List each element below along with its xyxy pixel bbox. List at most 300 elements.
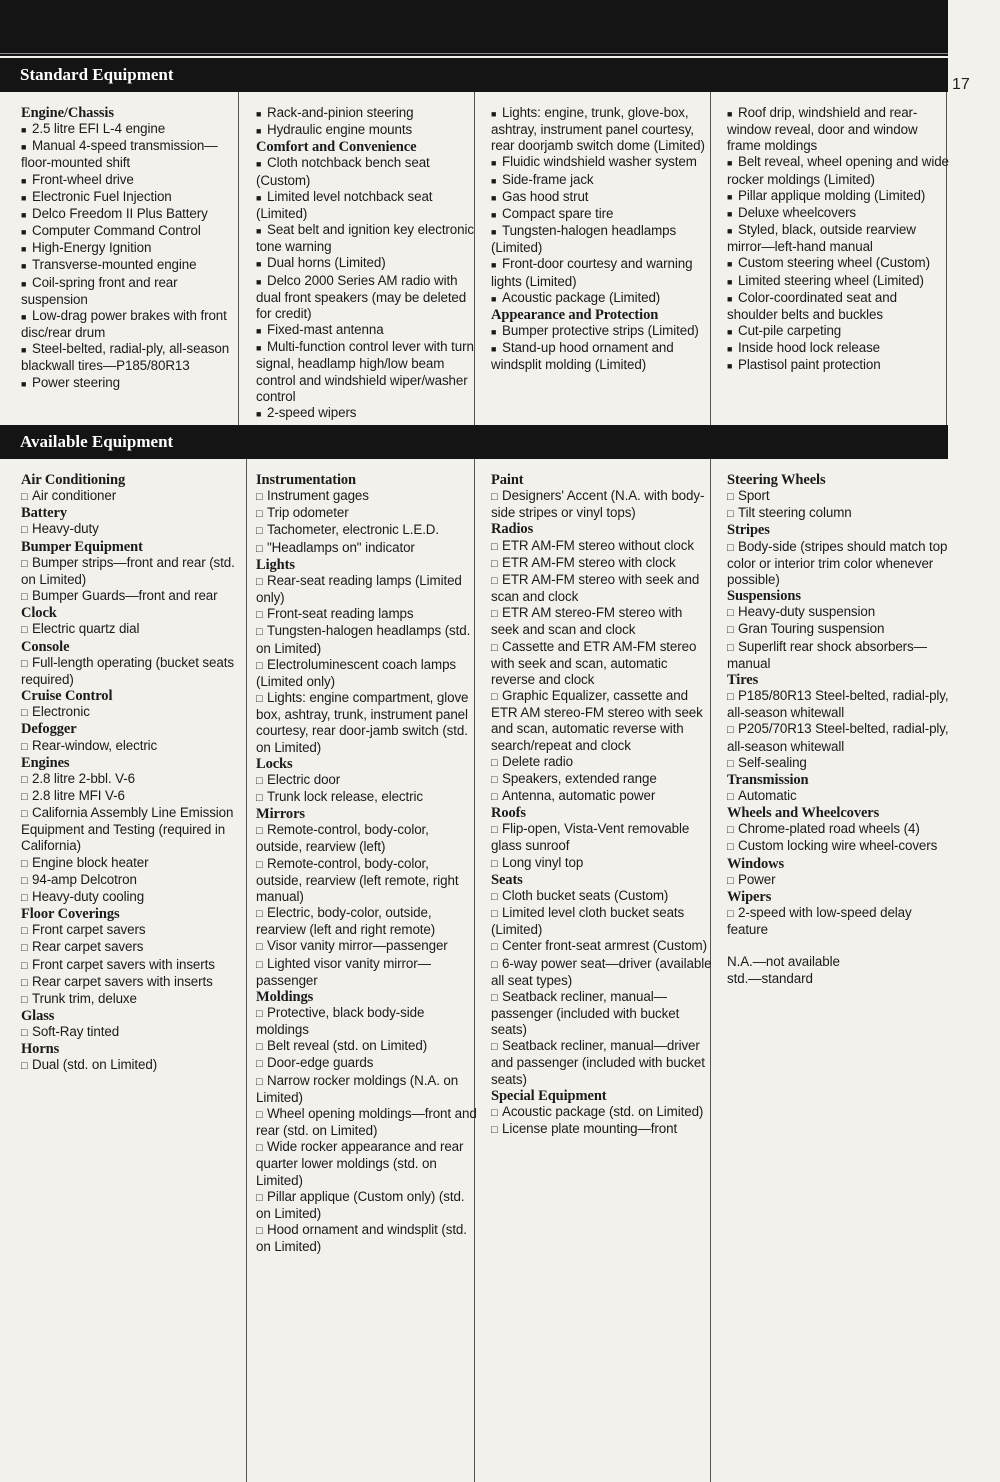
empty-square-checkbox-icon: □ (491, 1041, 498, 1054)
standard-item (727, 323, 949, 340)
item-text: Delete radio (502, 753, 574, 769)
empty-square-checkbox-icon: □ (491, 773, 498, 786)
empty-square-checkbox-icon: □ (491, 941, 498, 954)
standard-item (256, 122, 478, 139)
optional-item (21, 738, 243, 755)
optional-item (727, 621, 949, 638)
item-text: Power steering (32, 374, 120, 390)
category-heading: Seats (491, 871, 523, 888)
filled-square-bullet-icon: ■ (21, 378, 27, 389)
category-heading: Engines (21, 754, 70, 771)
standard-item (491, 105, 713, 154)
item-text: Pillar applique molding (Limited) (738, 187, 926, 203)
item-text: Visor vanity mirror—passenger (267, 938, 448, 954)
category-heading: Instrumentation (256, 472, 357, 488)
optional-item (21, 805, 243, 854)
item-text: ETR AM-FM stereo with clock (502, 554, 676, 570)
category-heading: Radios (491, 521, 534, 538)
item-text: Rear carpet savers (32, 939, 144, 955)
empty-square-checkbox-icon: □ (21, 591, 28, 604)
optional-item (256, 822, 478, 855)
standard-item (727, 357, 949, 374)
optional-item (21, 788, 243, 805)
empty-square-checkbox-icon: □ (256, 609, 263, 622)
empty-square-checkbox-icon: □ (727, 491, 734, 504)
item-text: Acoustic package (std. on Limited) (502, 1103, 704, 1119)
item-text: Electric quartz dial (32, 621, 140, 637)
item-text: Steel-belted, radial-ply, all-season blackwall tires—P185/80R13 (21, 341, 230, 374)
available-column-4 (727, 472, 949, 987)
filled-square-bullet-icon: ■ (21, 244, 27, 255)
item-text: Custom steering wheel (Custom) (738, 255, 930, 271)
standard-item (256, 255, 478, 272)
empty-square-checkbox-icon: □ (21, 624, 28, 637)
item-text: Tungsten-halogen headlamps (std. on Limited) (256, 623, 471, 656)
item-text: Self-sealing (738, 754, 807, 770)
standard-item (256, 339, 478, 405)
standard-item (21, 189, 243, 206)
empty-square-checkbox-icon: □ (21, 790, 28, 803)
empty-square-checkbox-icon: □ (21, 707, 28, 720)
filled-square-bullet-icon: ■ (727, 259, 733, 270)
empty-square-checkbox-icon: □ (256, 958, 263, 971)
item-text: Narrow rocker moldings (N.A. on Limited) (256, 1072, 459, 1105)
item-text: Roof drip, windshield and rear-window reveal, door and window frame moldings (727, 105, 918, 154)
optional-item (256, 573, 478, 606)
filled-square-bullet-icon: ■ (727, 361, 733, 372)
item-text: Antenna, automatic power (502, 787, 656, 803)
standard-item (491, 154, 713, 171)
standard-item (491, 323, 713, 340)
item-text: Multi-function control lever with turn signal, headlamp high/low beam control and windshield wiper/washer control (256, 339, 474, 404)
filled-square-bullet-icon: ■ (21, 311, 27, 322)
filled-square-bullet-icon: ■ (491, 344, 497, 355)
item-text: Tungsten-halogen headlamps (Limited) (491, 223, 677, 256)
item-text: Electroluminescent coach lamps (Limited only) (256, 656, 457, 689)
standard-item (256, 405, 478, 422)
item-text: Delco Freedom II Plus Battery (32, 205, 208, 221)
optional-item (491, 605, 713, 638)
item-text: Superlift rear shock absorbers—manual (727, 638, 927, 671)
standard-item (21, 308, 243, 341)
standard-item (491, 189, 713, 206)
filled-square-bullet-icon: ■ (21, 142, 27, 153)
optional-item (727, 872, 949, 889)
filled-square-bullet-icon: ■ (727, 226, 733, 237)
empty-square-checkbox-icon: □ (256, 791, 263, 804)
optional-item (21, 771, 243, 788)
optional-item (491, 639, 713, 688)
item-text: Full-length operating (bucket seats required) (21, 654, 234, 687)
optional-item (21, 1057, 243, 1074)
category-heading: Cruise Control (21, 688, 113, 705)
item-text: Limited level notchback seat (Limited) (256, 188, 433, 221)
category-heading: Mirrors (256, 806, 305, 823)
filled-square-bullet-icon: ■ (727, 208, 733, 219)
category-heading: Tires (727, 671, 759, 688)
item-text: Styled, black, outside rearview mirror—left-hand manual (727, 222, 916, 255)
optional-item (256, 522, 478, 539)
standard-equipment-header (0, 58, 948, 92)
item-text: Dual (std. on Limited) (32, 1057, 158, 1073)
empty-square-checkbox-icon: □ (491, 1124, 498, 1137)
item-text: Pillar applique (Custom only) (std. on Limited) (256, 1188, 465, 1221)
item-text: Seatback recliner, manual—passenger (included with bucket seats) (491, 988, 680, 1038)
empty-square-checkbox-icon: □ (21, 557, 28, 570)
empty-square-checkbox-icon: □ (491, 691, 498, 704)
optional-item (256, 623, 478, 656)
item-text: Bumper Guards—front and rear (32, 588, 218, 604)
item-text: Dual horns (Limited) (267, 255, 386, 271)
empty-square-checkbox-icon: □ (256, 659, 263, 672)
empty-square-checkbox-icon: □ (21, 808, 28, 821)
empty-square-checkbox-icon: □ (727, 757, 734, 770)
filled-square-bullet-icon: ■ (256, 226, 262, 237)
item-text: Belt reveal (std. on Limited) (267, 1038, 428, 1054)
item-text: Manual 4-speed transmission—floor-mounted shift (21, 138, 218, 171)
item-text: Acoustic package (Limited) (502, 289, 661, 305)
item-text: Protective, black body-side moldings (256, 1005, 425, 1038)
empty-square-checkbox-icon: □ (727, 624, 734, 637)
item-text: Flip-open, Vista-Vent removable glass sunroof (491, 821, 690, 854)
category-heading: Horns (21, 1041, 60, 1058)
empty-square-checkbox-icon: □ (256, 1041, 263, 1054)
standard-item (491, 340, 713, 373)
empty-square-checkbox-icon: □ (256, 575, 263, 588)
item-text: Coil-spring front and rear suspension (21, 274, 178, 307)
filled-square-bullet-icon: ■ (256, 408, 262, 419)
filled-square-bullet-icon: ■ (491, 192, 497, 203)
empty-square-checkbox-icon: □ (256, 508, 263, 521)
empty-square-checkbox-icon: □ (256, 1142, 263, 1155)
optional-item (256, 505, 478, 522)
empty-square-checkbox-icon: □ (727, 841, 734, 854)
empty-square-checkbox-icon: □ (21, 657, 28, 670)
optional-item (491, 1104, 713, 1121)
empty-square-checkbox-icon: □ (491, 890, 498, 903)
category-heading: Battery (21, 505, 68, 522)
optional-item (727, 539, 949, 588)
standard-column-3 (491, 105, 713, 374)
item-text: 6-way power seat—driver (available all seat types) (491, 955, 712, 988)
item-text: Gas hood strut (502, 188, 589, 204)
optional-item (21, 621, 243, 638)
item-text: Front-door courtesy and warning lights (Limited) (491, 256, 693, 289)
item-text: Electric door (267, 771, 341, 787)
item-text: Soft-Ray tinted (32, 1024, 120, 1040)
optional-item (491, 688, 713, 754)
item-text: Cloth bucket seats (Custom) (502, 887, 669, 903)
empty-square-checkbox-icon: □ (727, 724, 734, 737)
empty-square-checkbox-icon: □ (256, 908, 263, 921)
filled-square-bullet-icon: ■ (491, 227, 497, 238)
category-heading: Transmission (727, 771, 809, 788)
optional-item (727, 721, 949, 754)
optional-item (256, 905, 478, 938)
empty-square-checkbox-icon: □ (21, 773, 28, 786)
standard-item (21, 206, 243, 223)
empty-square-checkbox-icon: □ (21, 857, 28, 870)
filled-square-bullet-icon: ■ (491, 209, 497, 220)
empty-square-checkbox-icon: □ (491, 756, 498, 769)
optional-item (21, 488, 243, 505)
standard-item (21, 375, 243, 392)
standard-column-2 (256, 105, 478, 422)
filled-square-bullet-icon: ■ (491, 158, 497, 169)
empty-square-checkbox-icon: □ (491, 1106, 498, 1119)
standard-item (491, 290, 713, 307)
empty-square-checkbox-icon: □ (256, 825, 263, 838)
empty-square-checkbox-icon: □ (491, 491, 498, 504)
empty-square-checkbox-icon: □ (256, 1008, 263, 1020)
standard-item (256, 322, 478, 339)
optional-item (256, 772, 478, 789)
category-heading: Defogger (21, 721, 77, 738)
item-text: 2-speed with low-speed delay feature (727, 905, 912, 938)
spacer (727, 938, 949, 954)
empty-square-checkbox-icon: □ (491, 574, 498, 587)
item-text: Designers' Accent (N.A. with body-side stripes or vinyl tops) (491, 488, 705, 521)
empty-square-checkbox-icon: □ (491, 824, 498, 837)
page-number: 17 (952, 76, 970, 93)
standard-item (727, 105, 949, 154)
optional-item (727, 604, 949, 621)
standard-item (21, 172, 243, 189)
item-text: Front carpet savers (32, 922, 146, 938)
filled-square-bullet-icon: ■ (727, 109, 733, 119)
filled-square-bullet-icon: ■ (21, 345, 27, 356)
item-text: Transverse-mounted engine (32, 257, 197, 273)
item-text: Computer Command Control (32, 223, 201, 239)
optional-item (256, 1038, 478, 1055)
optional-item (256, 1106, 478, 1139)
item-text: Power (738, 871, 776, 887)
optional-item (491, 1038, 713, 1087)
optional-item (727, 639, 949, 672)
filled-square-bullet-icon: ■ (256, 343, 262, 354)
item-text: Side-frame jack (502, 171, 594, 187)
optional-item (491, 538, 713, 555)
item-text: Gran Touring suspension (738, 621, 885, 637)
empty-square-checkbox-icon: □ (491, 790, 498, 803)
optional-item (727, 755, 949, 772)
filled-square-bullet-icon: ■ (256, 159, 262, 170)
item-text: Seat belt and ignition key electronic tone warning (256, 222, 474, 255)
standard-item (21, 138, 243, 171)
filled-square-bullet-icon: ■ (21, 227, 27, 238)
filled-square-bullet-icon: ■ (727, 158, 733, 169)
item-text: License plate mounting—front (502, 1121, 678, 1137)
standard-item (21, 257, 243, 274)
optional-item (21, 991, 243, 1008)
item-text: Graphic Equalizer, cassette and ETR AM stereo-FM stereo with seek and scan, automatic reverse with search/repeat and clock (491, 688, 703, 753)
item-text: Bumper strips—front and rear (std. on Limited) (21, 554, 235, 587)
item-text: Tilt steering column (738, 505, 852, 521)
standard-item (256, 189, 478, 222)
standard-item (256, 155, 478, 188)
category-heading: Paint (491, 472, 524, 488)
category-heading: Special Equipment (491, 1087, 607, 1104)
filled-square-bullet-icon: ■ (727, 327, 733, 338)
empty-square-checkbox-icon: □ (727, 691, 734, 704)
optional-item (491, 905, 713, 938)
item-text: Limited level cloth bucket seats (Limited) (491, 905, 685, 938)
filled-square-bullet-icon: ■ (256, 276, 262, 287)
empty-square-checkbox-icon: □ (491, 608, 498, 621)
category-heading: Comfort and Convenience (256, 139, 417, 156)
item-text: Lighted visor vanity mirror—passenger (256, 955, 431, 988)
empty-square-checkbox-icon: □ (21, 925, 28, 938)
standard-item (491, 206, 713, 223)
optional-item (256, 488, 478, 505)
item-text: Color-coordinated seat and shoulder belts and buckles (727, 289, 897, 322)
category-heading: Roofs (491, 805, 526, 822)
empty-square-checkbox-icon: □ (21, 1060, 28, 1073)
available-column-1 (21, 472, 243, 1075)
filled-square-bullet-icon: ■ (21, 209, 27, 220)
item-text: Chrome-plated road wheels (4) (738, 821, 920, 837)
optional-item (491, 821, 713, 854)
optional-item (491, 989, 713, 1038)
empty-square-checkbox-icon: □ (21, 891, 28, 904)
item-text: Custom locking wire wheel-covers (738, 838, 938, 854)
category-heading: Wipers (727, 888, 772, 905)
filled-square-bullet-icon: ■ (491, 175, 497, 186)
item-text: Cut-pile carpeting (738, 323, 842, 339)
optional-item (727, 488, 949, 505)
item-text: P205/70R13 Steel-belted, radial-ply, all-season whitewall (727, 721, 949, 754)
empty-square-checkbox-icon: □ (256, 941, 263, 954)
item-text: 2.8 litre MFI V-6 (32, 787, 125, 803)
empty-square-checkbox-icon: □ (256, 1108, 263, 1121)
optional-item (21, 655, 243, 688)
empty-square-checkbox-icon: □ (491, 857, 498, 870)
empty-square-checkbox-icon: □ (21, 874, 28, 887)
item-text: Electronic (32, 704, 90, 720)
item-text: Cloth notchback bench seat (Custom) (256, 155, 430, 188)
optional-item (256, 938, 478, 955)
standard-item (256, 105, 478, 122)
item-text: Wide rocker appearance and rear quarter lower moldings (std. on Limited) (256, 1139, 464, 1188)
empty-square-checkbox-icon: □ (21, 1027, 28, 1040)
standard-item (21, 121, 243, 138)
standard-column-4 (727, 105, 949, 375)
item-text: Front-wheel drive (32, 171, 134, 187)
column-divider (246, 459, 247, 1482)
empty-square-checkbox-icon: □ (21, 740, 28, 753)
standard-equipment-title: Standard Equipment (20, 65, 174, 84)
empty-square-checkbox-icon: □ (727, 641, 734, 654)
optional-item (256, 606, 478, 623)
empty-square-checkbox-icon: □ (727, 874, 734, 887)
item-text: Stand-up hood ornament and windsplit molding (Limited) (491, 340, 674, 373)
standard-item (491, 256, 713, 289)
filled-square-bullet-icon: ■ (491, 327, 497, 338)
filled-square-bullet-icon: ■ (491, 293, 497, 304)
optional-item (21, 521, 243, 538)
item-text: ETR AM-FM stereo with seek and scan and clock (491, 571, 700, 605)
standard-item (727, 290, 949, 323)
category-heading: Clock (21, 605, 57, 622)
standard-item (727, 205, 949, 222)
category-heading: Air Conditioning (21, 472, 126, 488)
filled-square-bullet-icon: ■ (256, 109, 262, 119)
item-text: Seatback recliner, manual—driver and passenger (included with bucket seats) (491, 1038, 705, 1087)
item-text: "Headlamps on" indicator (267, 539, 415, 555)
category-heading: Locks (256, 755, 293, 772)
available-column-2 (256, 472, 478, 1255)
item-text: Engine block heater (32, 854, 149, 870)
category-heading: Glass (21, 1008, 55, 1024)
category-heading: Console (21, 638, 70, 655)
item-text: Automatic (738, 787, 797, 803)
item-text: Belt reveal, wheel opening and wide rocker moldings (Limited) (727, 154, 949, 187)
item-text: Tachometer, electronic L.E.D. (267, 522, 440, 538)
optional-item (727, 905, 949, 938)
item-text: Heavy-duty suspension (738, 604, 876, 620)
item-text: Wheel opening moldings—front and rear (std. on Limited) (256, 1105, 477, 1139)
filled-square-bullet-icon: ■ (727, 344, 733, 355)
standard-item (727, 222, 949, 255)
optional-item (491, 888, 713, 905)
empty-square-checkbox-icon: □ (256, 1075, 263, 1088)
item-text: Hood ornament and windsplit (std. on Limited) (256, 1222, 467, 1255)
filled-square-bullet-icon: ■ (727, 276, 733, 287)
optional-item (256, 690, 478, 756)
item-text: Plastisol paint protection (738, 357, 881, 373)
optional-item (727, 788, 949, 805)
legend-note: N.A.—not available (727, 954, 840, 970)
filled-square-bullet-icon: ■ (256, 326, 262, 337)
item-text: Instrument gages (267, 488, 369, 504)
empty-square-checkbox-icon: □ (491, 641, 498, 654)
empty-square-checkbox-icon: □ (256, 1058, 263, 1071)
optional-item (21, 555, 243, 588)
item-text: Remote-control, body-color, outside, rearview (left) (256, 822, 429, 855)
optional-item (491, 1121, 713, 1138)
empty-square-checkbox-icon: □ (256, 626, 263, 639)
available-column-3 (491, 472, 713, 1138)
item-text: Rear-seat reading lamps (Limited only) (256, 572, 462, 606)
optional-item (491, 938, 713, 955)
standard-item (491, 172, 713, 189)
empty-square-checkbox-icon: □ (727, 824, 734, 837)
item-text: Trunk trim, deluxe (32, 990, 137, 1006)
category-heading: Stripes (727, 522, 770, 539)
optional-item (256, 1005, 478, 1038)
empty-square-checkbox-icon: □ (491, 557, 498, 570)
filled-square-bullet-icon: ■ (21, 192, 27, 203)
item-text: Trip odometer (267, 505, 349, 521)
standard-item (21, 240, 243, 257)
optional-item (491, 488, 713, 521)
item-text: Body-side (stripes should match top color or interior trim color whenever possible) (727, 538, 948, 587)
item-text: Hydraulic engine mounts (267, 122, 413, 138)
category-heading: Suspensions (727, 588, 801, 605)
category-heading: Steering Wheels (727, 472, 826, 488)
filled-square-bullet-icon: ■ (491, 109, 497, 119)
optional-item (21, 957, 243, 974)
empty-square-checkbox-icon: □ (256, 774, 263, 787)
item-text: Cassette and ETR AM-FM stereo with seek and scan, automatic reverse and clock (491, 638, 697, 687)
optional-item (256, 540, 478, 557)
standard-item (21, 223, 243, 240)
standard-item (21, 275, 243, 308)
filled-square-bullet-icon: ■ (256, 259, 262, 270)
empty-square-checkbox-icon: □ (21, 942, 28, 955)
category-heading: Moldings (256, 988, 314, 1005)
standard-item (727, 340, 949, 357)
